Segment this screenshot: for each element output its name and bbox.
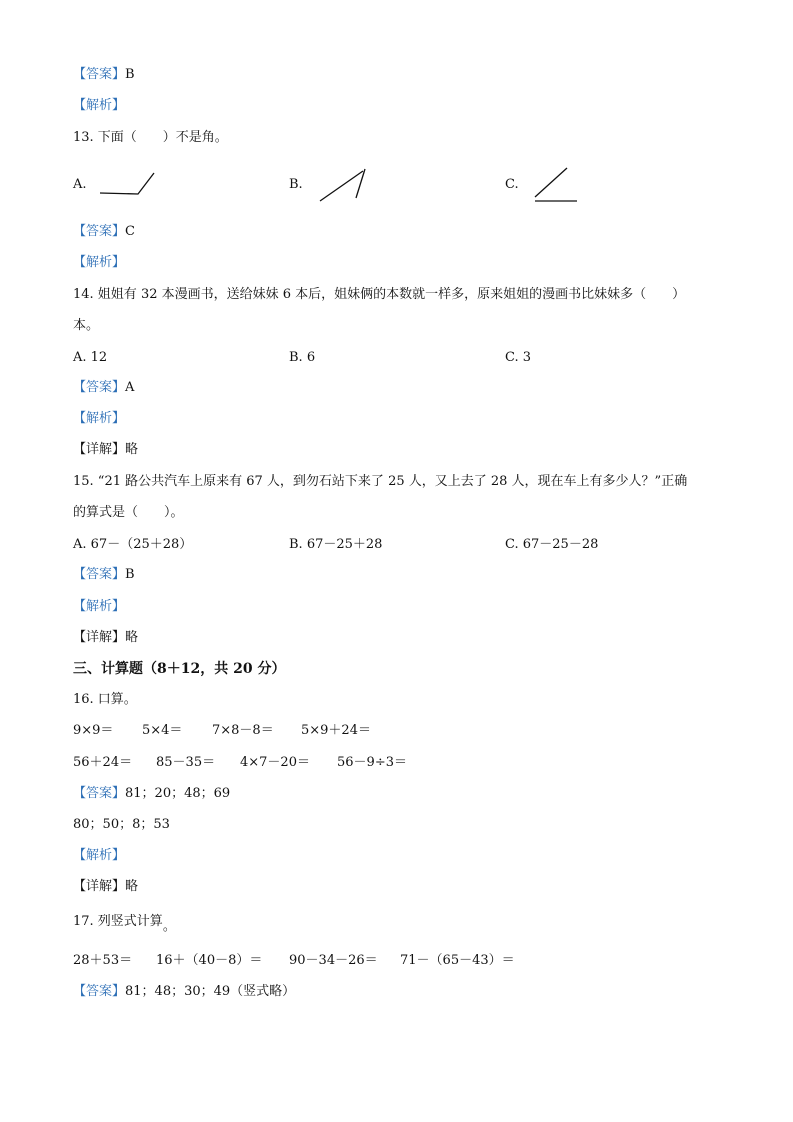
- q17-question-mark: 。: [162, 919, 176, 934]
- q13-answer: [73, 224, 135, 240]
- analysis-tag: 【解析】: [73, 599, 126, 614]
- q12-analysis: [73, 98, 125, 114]
- q16-row2-item: 85－35＝: [156, 755, 216, 770]
- q16-detail: [73, 879, 138, 895]
- q17-row1-item: 71－（65－43）＝: [400, 953, 515, 968]
- q17-row1-item: 28＋53＝: [73, 953, 133, 968]
- q15-question-line1: 15. “21 路公共汽车上原来有 67 人，到勿石站下来了 25 人，又上去了 28 人，现在车上有多少人？”正确: [73, 474, 688, 489]
- answer-tag: 【答案】: [73, 567, 126, 582]
- analysis-tag: 【解析】: [73, 848, 126, 863]
- q16-answer: [73, 786, 230, 802]
- answer-value: A: [125, 380, 135, 395]
- q13-option-c-figure: [530, 165, 582, 205]
- q14-question-line1: 14. 姐姐有 32 本漫画书，送给妹妹 6 本后，姐妹俩的本数就一样多，原来姐姐的漫画书比妹妹多（ ）: [73, 287, 686, 302]
- q14-option-c: C. 3: [505, 350, 532, 365]
- q13-option-b-figure: [316, 164, 372, 206]
- q14-option-a: A. 12: [73, 350, 108, 365]
- answer-tag: 【答案】: [73, 224, 126, 239]
- q16-row1-item: 9×9＝: [73, 723, 114, 738]
- analysis-tag: 【解析】: [73, 255, 126, 270]
- q17-question: [73, 914, 176, 934]
- q14-question-line2: 本。: [73, 318, 100, 333]
- q17-question-text: 17. 列竖式计算: [73, 914, 163, 929]
- analysis-tag: 【解析】: [73, 411, 126, 426]
- detail-value: 略: [125, 442, 139, 457]
- q15-analysis: [73, 599, 125, 615]
- detail-tag: 【详解】: [73, 630, 126, 645]
- q16-row1-item: 7×8－8＝: [212, 723, 274, 738]
- q12-answer: [73, 67, 135, 83]
- q13-option-a-figure: [98, 170, 158, 200]
- q15-answer: [73, 567, 135, 583]
- answer-value: 81；20；48；69: [125, 786, 231, 801]
- q15-question-line2: 的算式是（ ）。: [73, 505, 184, 520]
- answer-value: B: [125, 67, 135, 82]
- q14-detail: [73, 442, 138, 458]
- detail-value: 略: [125, 879, 139, 894]
- q13-option-a-label: A.: [73, 177, 87, 192]
- answer-value: C: [125, 224, 135, 239]
- answer-tag: 【答案】: [73, 380, 126, 395]
- q14-option-b: B. 6: [289, 350, 316, 365]
- q16-answer-line2: 80；50；8；53: [73, 817, 170, 832]
- q15-option-a: A. 67－（25＋28）: [73, 537, 193, 552]
- q16-row2-item: 4×7－20＝: [240, 755, 310, 770]
- answer-value: 81；48；30；49（竖式略）: [125, 984, 296, 999]
- answer-tag: 【答案】: [73, 786, 126, 801]
- q16-row2-item: 56－9÷3＝: [337, 755, 407, 770]
- answer-value: B: [125, 567, 135, 582]
- q13-option-b-label: B.: [289, 177, 303, 192]
- section-heading: 三、计算题（8＋12，共 20 分）: [73, 661, 286, 677]
- detail-tag: 【详解】: [73, 442, 126, 457]
- q16-row1-item: 5×9＋24＝: [301, 723, 371, 738]
- q17-answer: [73, 984, 295, 1000]
- q13-question: 13. 下面（ ）不是角。: [73, 130, 228, 145]
- q16-row1-item: 5×4＝: [142, 723, 183, 738]
- q15-option-b: B. 67－25＋28: [289, 537, 383, 552]
- q17-row1-item: 90－34－26＝: [289, 953, 378, 968]
- q13-option-c-label: C.: [505, 177, 519, 192]
- q14-answer: [73, 380, 134, 396]
- detail-value: 略: [125, 630, 139, 645]
- q15-detail: [73, 630, 138, 646]
- analysis-tag: 【解析】: [73, 98, 126, 113]
- q15-option-c: C. 67－25－28: [505, 537, 599, 552]
- q13-analysis: [73, 255, 125, 271]
- q16-analysis: [73, 848, 125, 864]
- q14-analysis: [73, 411, 125, 427]
- q17-row1-item: 16＋（40－8）＝: [156, 953, 263, 968]
- q16-row2-item: 56＋24＝: [73, 755, 133, 770]
- q16-question: 16. 口算。: [73, 692, 137, 707]
- answer-tag: 【答案】: [73, 67, 126, 82]
- answer-tag: 【答案】: [73, 984, 126, 999]
- detail-tag: 【详解】: [73, 879, 126, 894]
